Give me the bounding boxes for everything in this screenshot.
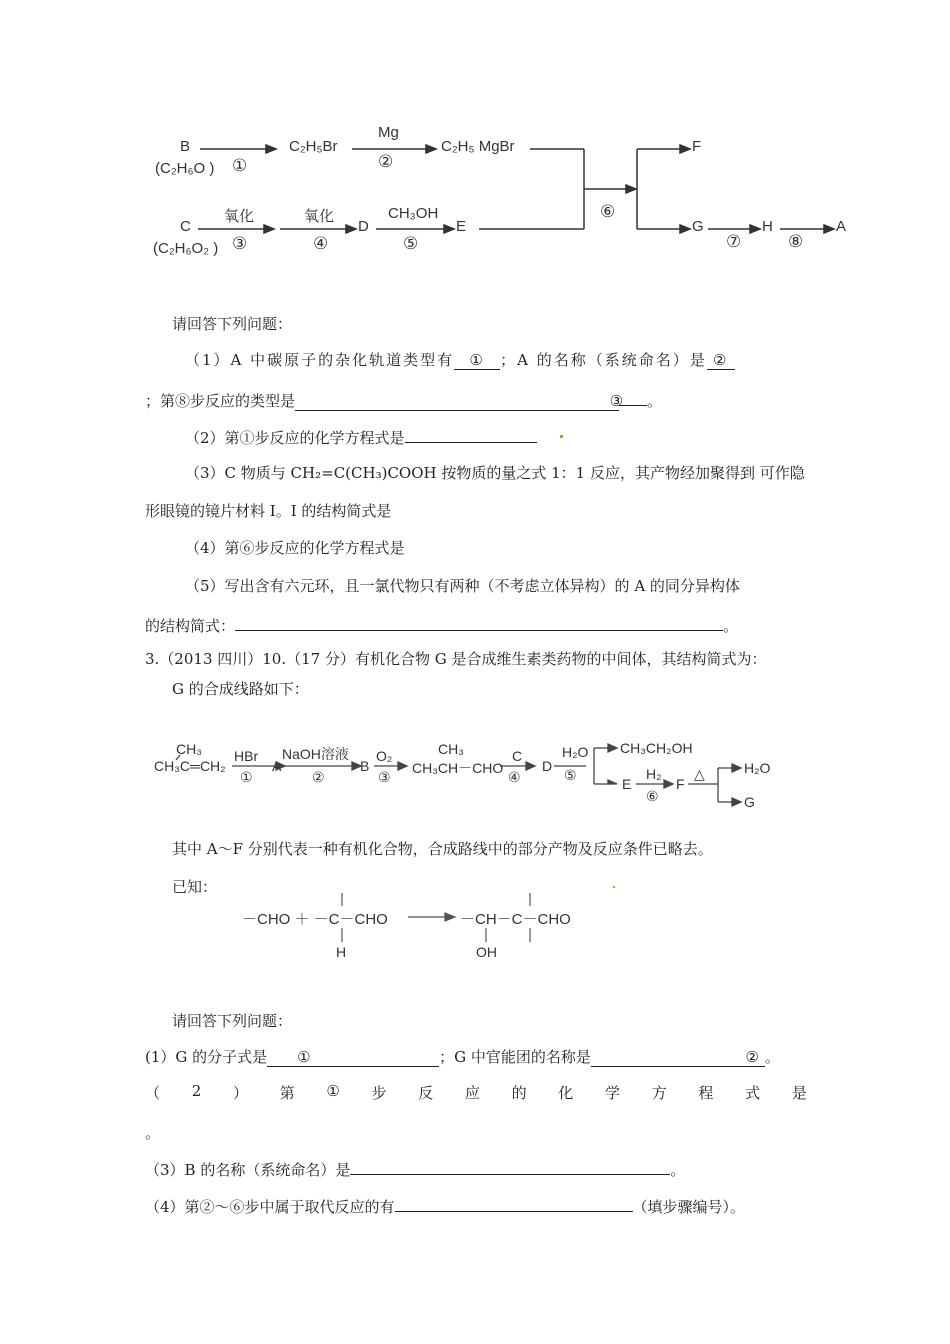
q2-part1-text-a: （1）A 中碳原子的杂化轨道类型有: [185, 351, 455, 369]
known-reactants: －CHO ＋ －C－CHO: [242, 911, 388, 928]
q3-part2-char: 2: [191, 1082, 202, 1100]
q3-heading: 3.（2013 四川）10.（17 分）有机化合物 G 是合成维生素类药物的中间体，其结构简式为：: [145, 650, 767, 668]
q3-part4-text-a: （4）第②～⑥步中属于取代反应的有: [145, 1198, 395, 1216]
q2-part1-text-b: ；A 的名称（系统命名）是: [500, 351, 707, 369]
route-step-2: ②: [312, 769, 325, 785]
q3-part2-char: 程: [698, 1084, 714, 1102]
reagent-oxidation-1: 氧化: [224, 208, 255, 225]
propene-ch3-branch: CH₃: [176, 741, 202, 757]
compound-b-2: B: [360, 758, 370, 774]
step-6-label: ⑥: [600, 202, 616, 221]
q2-blank-3-label: ③: [609, 392, 624, 410]
q2-blank-2[interactable]: ②: [707, 352, 735, 370]
q3-known-label: 已知：: [172, 878, 218, 896]
q3-part4: [145, 1194, 745, 1217]
q3-part4-text-b: （填步骤编号）。: [632, 1198, 746, 1216]
aldehyde-formula: CH₃CH－CHO: [412, 760, 504, 776]
q3-part1: [145, 1046, 780, 1067]
q3-blank-1-label: ①: [297, 1048, 311, 1066]
q3-part1-text-b: ；G 中官能团的名称是: [439, 1048, 591, 1066]
q3-part3-text: （3）B 的名称（系统命名）是: [145, 1161, 351, 1179]
heat-symbol: △: [694, 766, 705, 782]
q3-part2-char: 第: [279, 1084, 295, 1102]
step-8-label: ⑧: [788, 232, 804, 251]
product-g: G: [744, 794, 755, 810]
q3-part2-char: ）: [232, 1084, 248, 1102]
q3-part2-end: 。: [145, 1124, 161, 1142]
q2-part5-end: 。: [723, 617, 739, 635]
step-7-label: ⑦: [726, 232, 742, 251]
q3-part3-end: 。: [670, 1161, 686, 1179]
q3-route-intro: G 的合成线路如下：: [172, 680, 309, 698]
q3-prompt: 请回答下列问题：: [172, 1012, 293, 1030]
compound-d: D: [358, 218, 369, 235]
compound-e-2: E: [622, 776, 632, 792]
route-step-3: ③: [378, 769, 391, 785]
compound-c: C: [180, 218, 191, 235]
q3-part1-text-a: (1）G 的分子式是: [145, 1048, 268, 1066]
known-oh: OH: [476, 944, 497, 960]
reagent-naoh: NaOH溶液: [282, 746, 349, 762]
q2-part1-text-c: ；第⑧步反应的类型是: [145, 392, 296, 410]
compound-c2h5mgbr: C₂H₅ MgBr: [441, 138, 515, 155]
q3-part2-char: 化: [558, 1084, 574, 1102]
q3-blank-1[interactable]: [267, 1049, 439, 1067]
q3-part2-char: 步: [371, 1084, 387, 1102]
reagent-c: C: [512, 748, 523, 764]
q3-blank-2-label: ②: [745, 1048, 759, 1066]
q3-part2-char: 是: [791, 1084, 807, 1102]
compound-f: F: [692, 138, 702, 155]
product-water: H₂O: [744, 760, 771, 776]
compound-b-formula: (C₂H₆O ): [155, 160, 215, 177]
compound-b: B: [180, 138, 191, 155]
reagent-h2: H₂: [646, 766, 662, 782]
q2-part4: （4）第⑥步反应的化学方程式是: [185, 539, 405, 557]
q2-part2-text: （2）第①步反应的化学方程式是: [185, 429, 405, 447]
reagent-oxidation-2: 氧化: [304, 208, 335, 225]
compound-h: H: [762, 218, 773, 235]
known-product: －CH－C－CHO: [460, 911, 571, 928]
q3-blank-2[interactable]: [591, 1049, 765, 1067]
q3-part2-char: 式: [745, 1084, 761, 1102]
reagent-o2: O₂: [376, 748, 393, 764]
reagent-mg: Mg: [378, 124, 399, 141]
q3-blank-part3[interactable]: [350, 1157, 670, 1175]
product-ethanol: CH₃CH₂OH: [620, 740, 693, 756]
compound-e: E: [456, 218, 467, 235]
q2-part3-line1: （3）C 物质与 CH₂=C(CH₃)COOH 按物质的量之式 1：1 反应，其产物经加聚得到 可作隐: [185, 464, 805, 482]
aldehyde-ch3-branch: CH₃: [438, 741, 464, 757]
step-4-label: ④: [313, 234, 329, 253]
compound-g: G: [692, 218, 704, 235]
route-step-1: ①: [240, 769, 253, 785]
q2-prompt: 请回答下列问题：: [172, 315, 293, 333]
q3-part2-char: ①: [326, 1082, 340, 1100]
reagent-hbr: HBr: [234, 748, 259, 764]
q3-part2-char: 应: [464, 1084, 480, 1102]
q3-part2-line1: [145, 1082, 807, 1103]
reagent-h2o: H₂O: [562, 744, 589, 760]
step-5-label: ⑤: [403, 234, 419, 253]
q2-part3-line2: 形眼镜的镜片材料 I。I 的结构简式是: [145, 502, 392, 520]
reagent-ch3oh: CH₃OH: [388, 205, 439, 222]
compound-a: A: [836, 218, 847, 235]
q2-part5-line1: （5）写出含有六元环，且一氯代物只有两种（不考虑立体异构）的 A 的同分异构体: [185, 577, 740, 595]
q2-part1-end: 。: [647, 392, 663, 410]
q3-part2-char: 方: [651, 1084, 667, 1102]
propene-formula: CH₃C═CH₂: [154, 758, 226, 774]
step-1-label: ①: [232, 156, 248, 175]
q3-part2-char: 学: [605, 1084, 621, 1102]
q3-part1-end: 。: [764, 1048, 780, 1066]
q3-part3: [145, 1157, 685, 1180]
route-step-4: ④: [508, 769, 521, 785]
q3-blank-part4[interactable]: [395, 1194, 633, 1212]
q3-part2-char: 的: [511, 1084, 527, 1102]
known-h: H: [336, 944, 347, 960]
q3-part2-char: （: [145, 1084, 161, 1102]
q2-part5-text: 的结构简式：: [145, 617, 236, 635]
route-step-6: ⑥: [646, 788, 659, 804]
route-step-5: ⑤: [564, 767, 577, 783]
step-3-label: ③: [232, 234, 248, 253]
q3-part2-char: 反: [418, 1084, 434, 1102]
compound-c-formula: (C₂H₆O₂ ): [153, 240, 219, 257]
step-2-label: ②: [378, 152, 394, 171]
compound-f-2: F: [676, 776, 685, 792]
q2-blank-1[interactable]: ①: [454, 352, 500, 370]
compound-d-2: D: [542, 758, 553, 774]
q3-note: 其中 A～F 分别代表一种有机化合物，合成路线中的部分产物及反应条件已略去。: [172, 840, 713, 858]
compound-a-2: A: [272, 758, 282, 774]
compound-c2h5br: C₂H₅Br: [289, 138, 338, 155]
